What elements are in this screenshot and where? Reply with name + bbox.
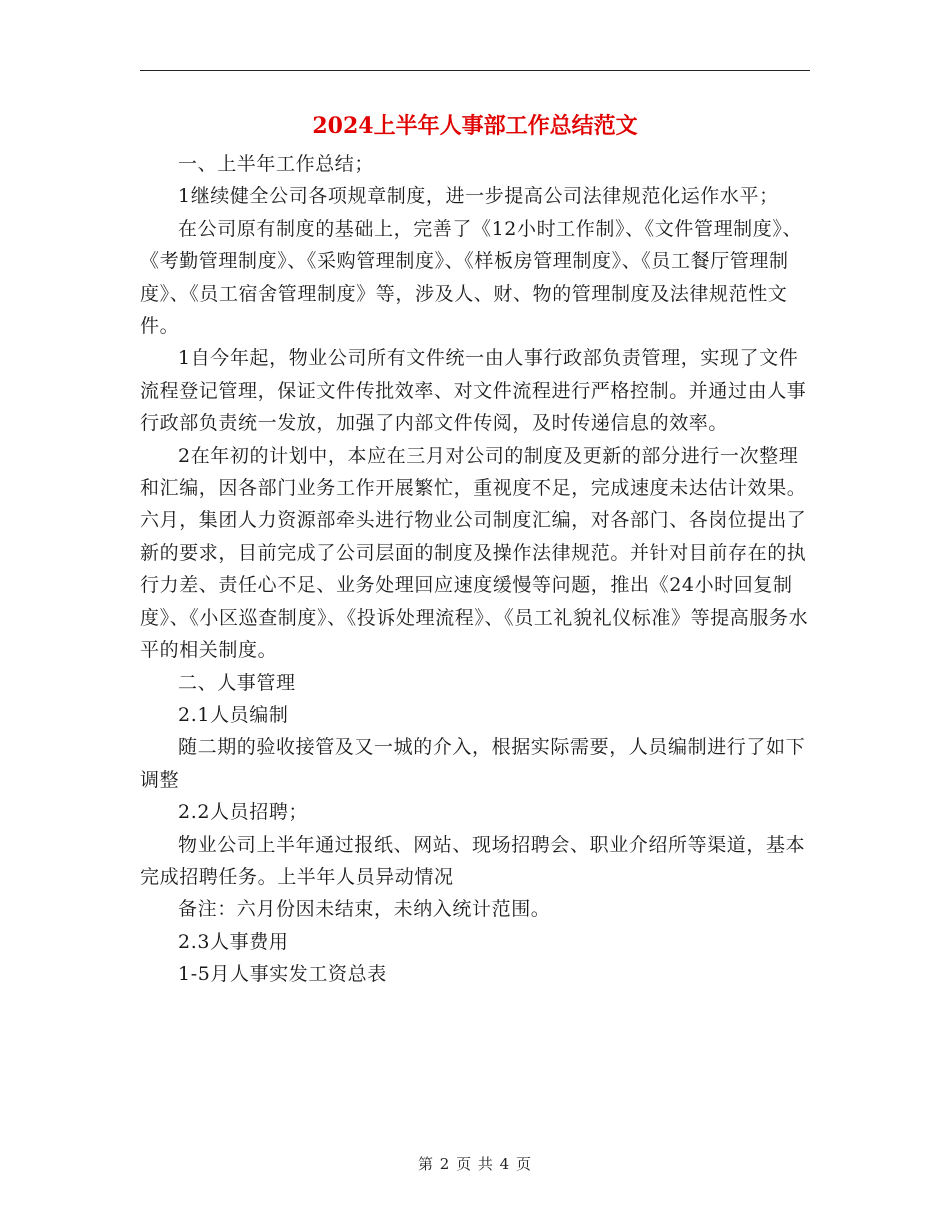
paragraph: 物业公司上半年通过报纸、网站、现场招聘会、职业介绍所等渠道，基本完成招聘任务。上半年人员异动情况 [140, 833, 806, 888]
paragraph: 1继续健全公司各项规章制度，进一步提高公司法律规范化运作水平； [178, 185, 779, 208]
paragraph: 随二期的验收接管及又一城的介入，根据实际需要，人员编制进行了如下调整 [140, 736, 806, 791]
paragraph: 2在年初的计划中，本应在三月对公司的制度及更新的部分进行一次整理和汇编，因各部门业务工作开展繁忙，重视度不足，完成速度未达估计效果。六月，集团人力资源部牵头进行物业公司制度汇编，对各部门、各岗位提出了新的要求，目前完成了公司层面的制度及操作法律规范。并针对目前存在的执行力差、责任心不足、业务处理回应速度缓慢等问题，推出《24小时回复制度》、《小区巡查制度》、《投诉处理流程》、《员工礼貌礼仪标准》等提高服务水平的相关制度。 [140, 444, 809, 662]
section-heading-summary: 一、上半年工作总结； [178, 153, 375, 175]
subsection-heading: 2.3人事费用 [178, 930, 289, 953]
page-number: 第 2 页 共 4 页 [418, 1155, 532, 1173]
paragraph: 1自今年起，物业公司所有文件统一由人事行政部负责管理，实现了文件流程登记管理，保证文件传批效率、对文件流程进行严格控制。并通过由人事行政部负责统一发放，加强了内部文件传阅，及时传递信息的效率。 [140, 347, 807, 435]
document-body [140, 148, 812, 991]
paragraph: 1-5月人事实发工资总表 [178, 963, 387, 986]
section-heading-hr: 二、人事管理 [178, 671, 296, 694]
subsection-heading: 2.2人员招聘； [178, 801, 309, 824]
document-title: 2024上半年人事部工作总结范文 [312, 113, 638, 139]
subsection-heading: 2.1人员编制 [178, 703, 289, 726]
header-rule [140, 70, 810, 71]
page-footer [0, 1152, 950, 1176]
note: 备注：六月份因未结束，未纳入统计范围。 [178, 898, 551, 921]
paragraph: 在公司原有制度的基础上，完善了《12小时工作制》、《文件管理制度》、《考勤管理制度》、《采购管理制度》、《样板房管理制度》、《员工餐厅管理制度》、《员工宿舍管理制度》等，涉及人、财、物的管理制度及法律规范性文件。 [140, 217, 803, 338]
